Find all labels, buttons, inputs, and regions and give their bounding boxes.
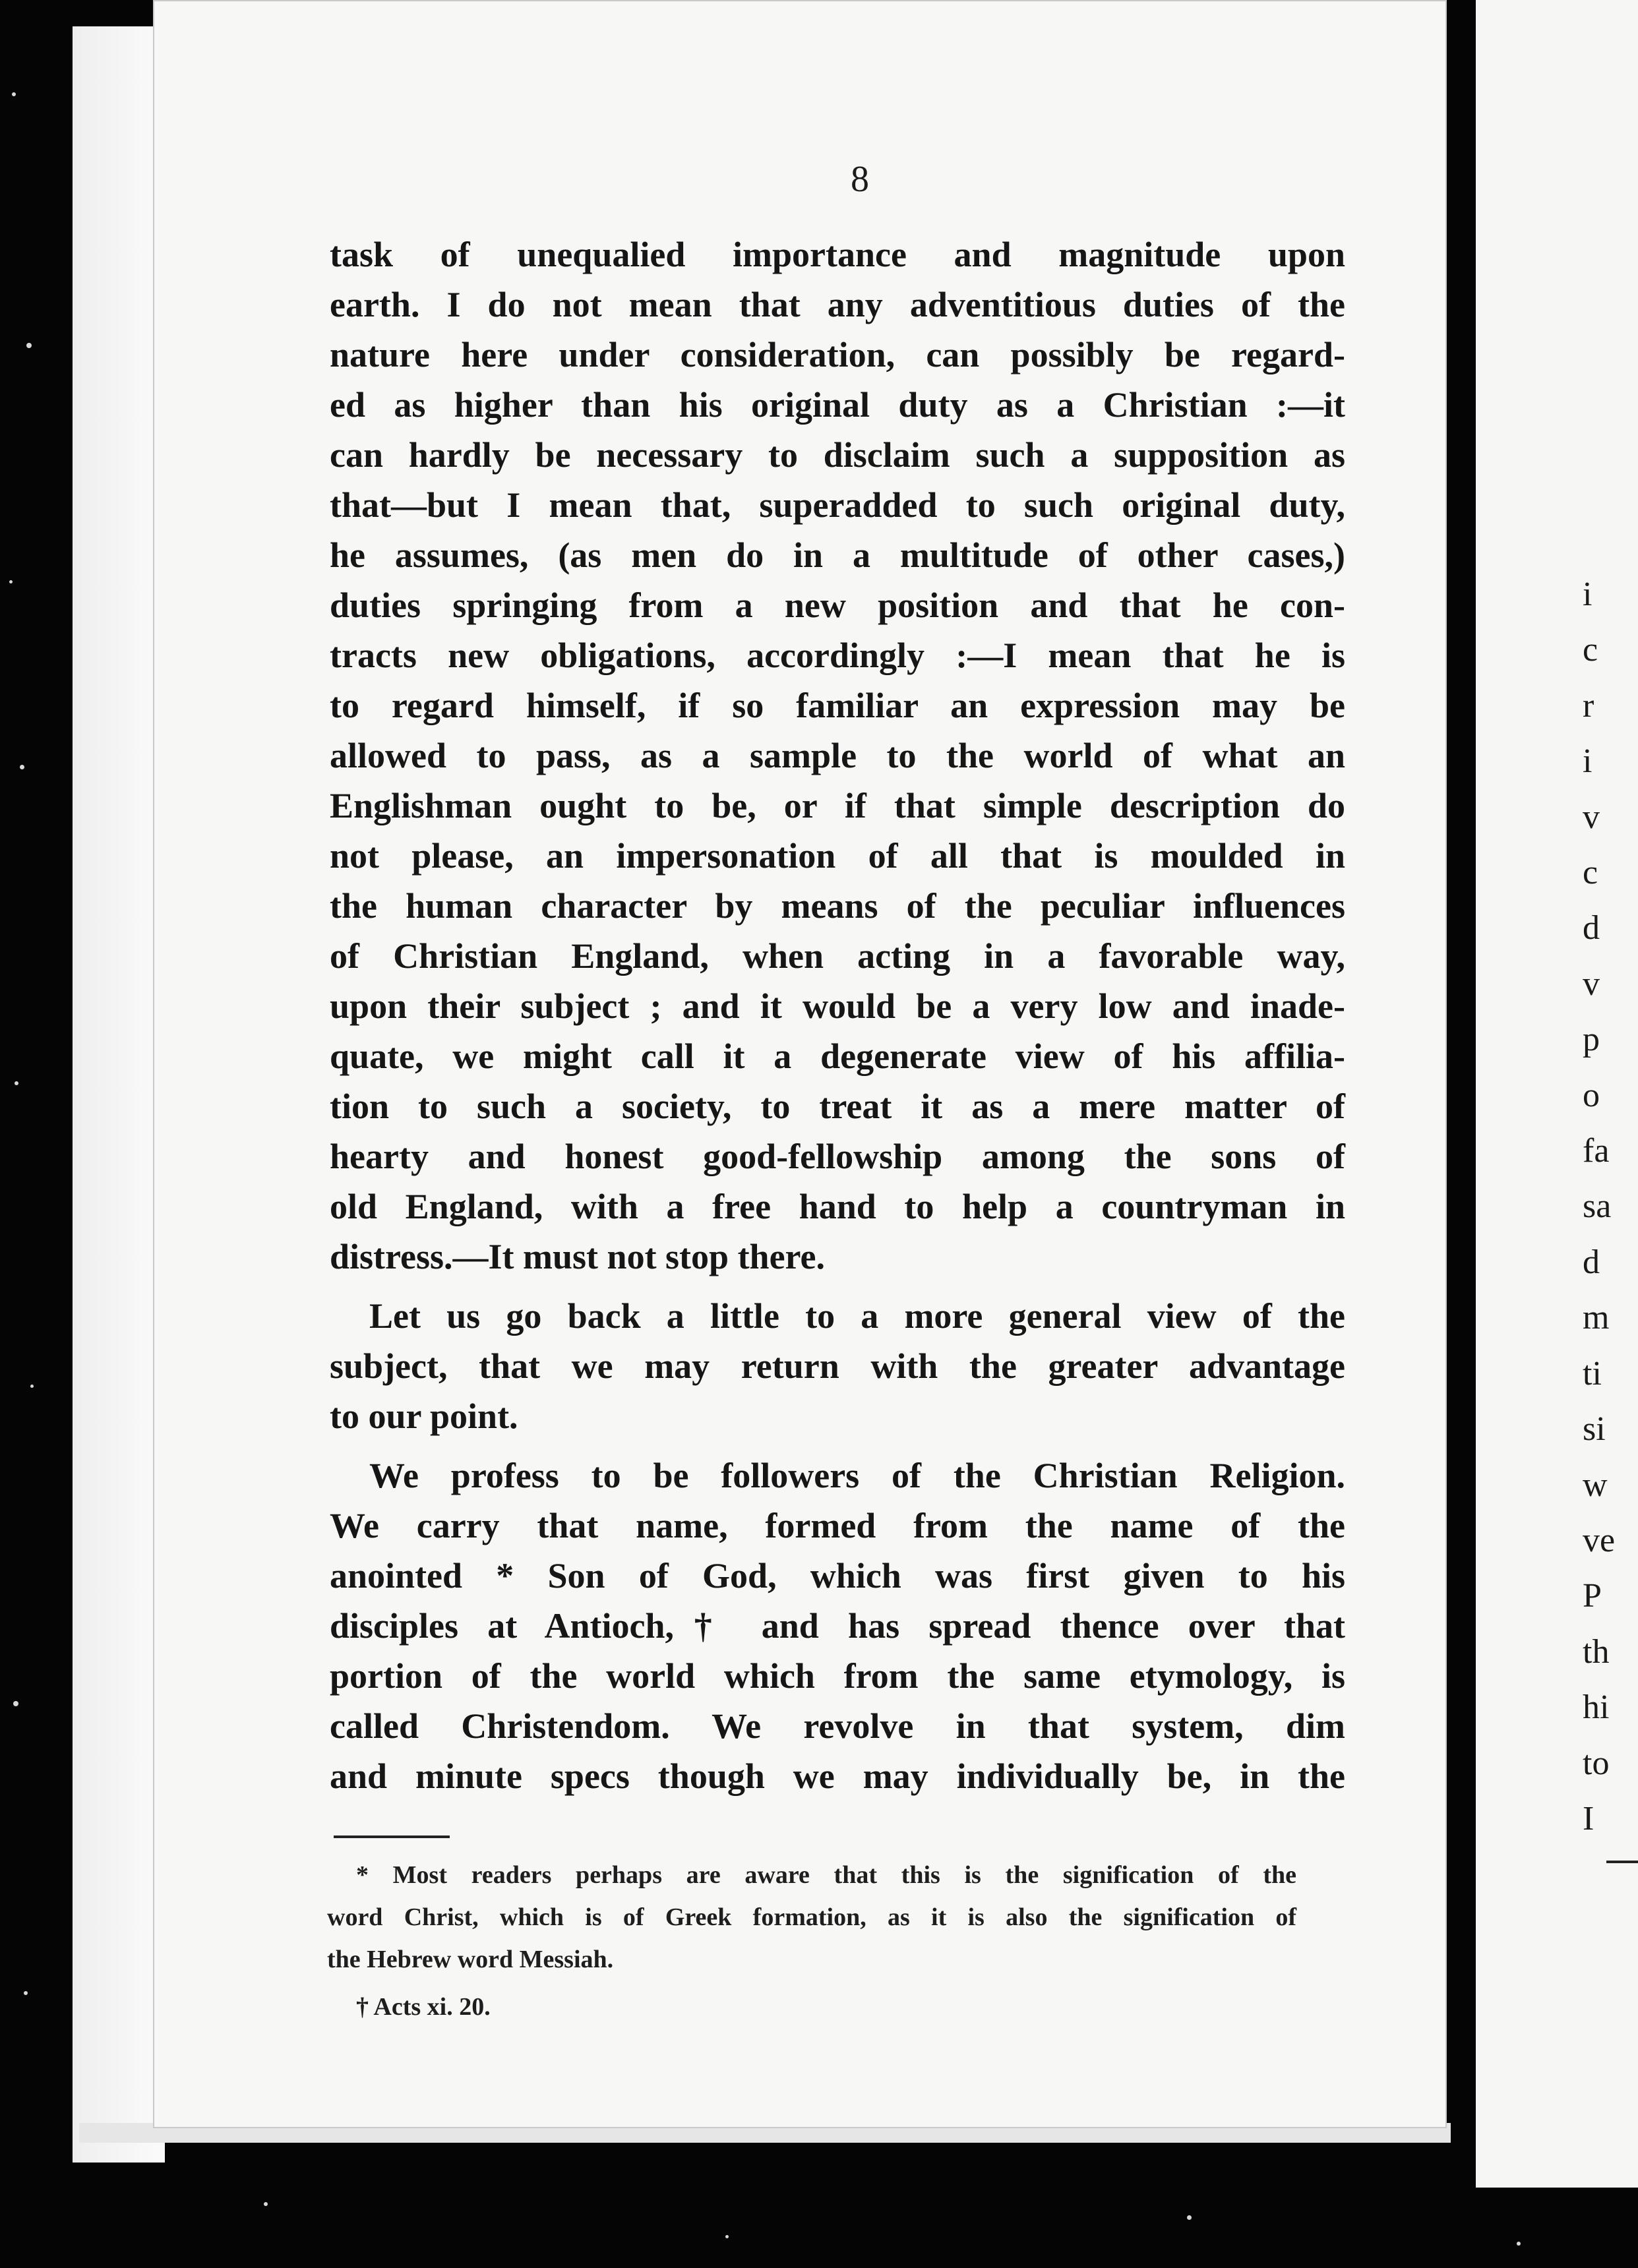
scan-speck <box>15 1081 18 1085</box>
paragraph-gap <box>330 1441 1345 1450</box>
facing-page-fragment: v <box>1583 965 1600 1003</box>
facing-page-fragment: p <box>1583 1021 1600 1059</box>
facing-page-fragment: hi <box>1583 1688 1610 1727</box>
body-line: earth. I do not mean that any adventitious duties of the <box>330 285 1345 324</box>
facing-page-fragment: d <box>1583 1243 1600 1281</box>
facing-page-fragment: c <box>1583 631 1598 669</box>
scan-speck <box>725 2235 729 2238</box>
body-line: to our point. <box>330 1396 518 1436</box>
page-number: 8 <box>851 159 869 200</box>
body-line: tion to such a society, to treat it as a mere matter of <box>330 1087 1345 1126</box>
facing-page-fragment: si <box>1583 1410 1606 1448</box>
body-line: to regard himself, if so familiar an expression may be <box>330 686 1345 725</box>
paragraph-gap <box>330 1282 1345 1291</box>
body-text <box>330 229 1345 1801</box>
body-line: duties springing from a new position and that he con- <box>330 585 1345 625</box>
scan-speck <box>26 343 32 348</box>
facing-page-fragment: ve <box>1583 1521 1616 1559</box>
scan-speck <box>24 1991 28 1995</box>
body-line: allowed to pass, as a sample to the world of what an <box>330 736 1345 775</box>
body-line: not please, an impersonation of all that is moulded in <box>330 836 1345 876</box>
scan-speck <box>264 2202 268 2206</box>
scan-speck <box>13 1701 18 1706</box>
body-line: old England, with a free hand to help a countryman in <box>330 1187 1345 1226</box>
facing-page-fragment: i <box>1583 742 1592 781</box>
body-line: disciples at Antioch,† and has spread thence over that <box>330 1606 1345 1646</box>
body-line: that—but I mean that, superadded to such original duty, <box>330 485 1345 525</box>
facing-page-rule <box>1606 1861 1638 1863</box>
body-line: nature here under consideration, can possibly be regard- <box>330 335 1345 374</box>
body-line: and minute specs though we may individually be, in the <box>330 1756 1345 1796</box>
footnote-acts: † Acts xi. 20. <box>356 1993 491 2021</box>
footnote-rule <box>334 1835 450 1838</box>
body-line: he assumes, (as men do in a multitude of other cases,) <box>330 535 1345 575</box>
facing-page-fragment: w <box>1583 1466 1608 1504</box>
facing-page-fragment: i <box>1583 576 1592 613</box>
body-line: anointed * Son of God, which was first given to his <box>330 1556 1345 1596</box>
body-line: called Christendom. We revolve in that system, dim <box>330 1706 1345 1746</box>
scan-speck <box>12 92 16 96</box>
facing-page-fragment: fa <box>1583 1132 1610 1170</box>
facing-page-fragment: th <box>1583 1632 1610 1671</box>
body-line: Let us go back a little to a more general view of the <box>369 1296 1345 1336</box>
body-line: task of unequalied importance and magnitude upon <box>330 235 1345 274</box>
facing-page-fragment: d <box>1583 909 1600 947</box>
body-line: portion of the world which from the same etymology, is <box>330 1656 1345 1696</box>
scan-speck <box>30 1385 34 1388</box>
facing-page-fragment: sa <box>1583 1187 1612 1226</box>
facing-page-fragments <box>1583 567 1638 1847</box>
facing-page-fragment: m <box>1583 1299 1610 1337</box>
footnote-line: word Christ, which is of Greek formation, as it is also the signification of <box>327 1903 1296 1931</box>
facing-page-fragment: v <box>1583 798 1600 836</box>
scan-speck <box>9 580 13 583</box>
footnote-line: * Most readers perhaps are aware that this is the signification of the <box>356 1861 1296 1889</box>
facing-page-fragment: I <box>1583 1799 1594 1837</box>
scan-speck <box>1187 2215 1192 2220</box>
footnotes <box>327 1854 1296 2028</box>
body-line: distress.—It must not stop there. <box>330 1237 826 1276</box>
body-line: upon their subject ; and it would be a very low and inade- <box>330 986 1345 1026</box>
footnote-line: the Hebrew word Messiah. <box>327 1946 614 1973</box>
facing-page-fragment: c <box>1583 854 1598 892</box>
body-line: ed as higher than his original duty as a Christian :—it <box>330 385 1345 425</box>
body-line: quate, we might call it a degenerate view of his affilia- <box>330 1036 1345 1076</box>
body-line: hearty and honest good-fellowship among the sons of <box>330 1137 1345 1176</box>
body-line: the human character by means of the peculiar influences <box>330 886 1345 926</box>
facing-page-fragment: to <box>1583 1744 1610 1782</box>
facing-page-fragment: ti <box>1583 1354 1602 1392</box>
page-stack-edge <box>73 26 165 2163</box>
facing-page-fragment: P <box>1583 1577 1602 1615</box>
facing-page-fragment: o <box>1583 1076 1600 1114</box>
scan-speck <box>1517 2242 1521 2246</box>
body-line: Englishman ought to be, or if that simple description do <box>330 786 1345 825</box>
scan-speck <box>20 765 24 769</box>
body-line: We profess to be followers of the Christian Religion. <box>369 1456 1345 1495</box>
body-line: We carry that name, formed from the name of the <box>330 1506 1345 1545</box>
body-line: of Christian England, when acting in a favorable way, <box>330 936 1345 976</box>
body-line: can hardly be necessary to disclaim such a supposition as <box>330 435 1345 475</box>
body-line: subject, that we may return with the greater advantage <box>330 1346 1345 1386</box>
body-line: tracts new obligations, accordingly :—I mean that he is <box>330 636 1345 675</box>
facing-page-fragment: r <box>1583 686 1594 725</box>
